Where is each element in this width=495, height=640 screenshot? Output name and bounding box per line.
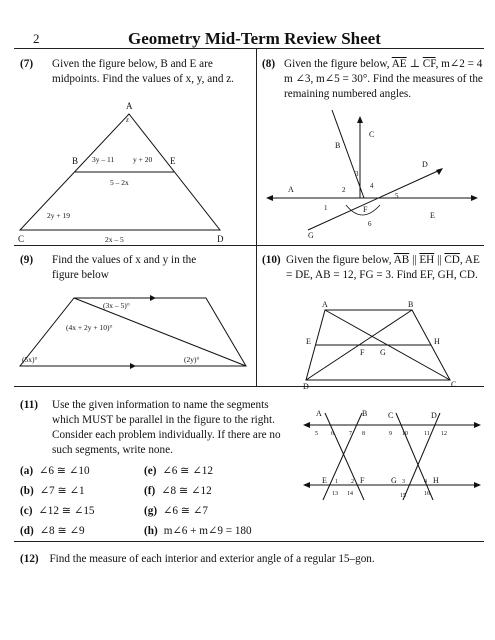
q11-fig-a: A bbox=[316, 409, 322, 418]
q9-trapezoid bbox=[20, 298, 246, 366]
q8-arrow-left bbox=[266, 195, 273, 201]
page-number: 2 bbox=[33, 31, 40, 46]
q8-label-b: B bbox=[335, 141, 341, 150]
q11-fig-d: D bbox=[431, 411, 437, 420]
q11-fig-e: E bbox=[322, 476, 327, 485]
q9-top-arrow bbox=[150, 295, 156, 301]
q11-part-c: (c) ∠12 ≅ ∠15 bbox=[20, 505, 95, 517]
question-8-number: (8) bbox=[262, 58, 276, 70]
q11-fig-3: 3 bbox=[402, 479, 405, 485]
q11-fig-2: 2 bbox=[351, 479, 354, 485]
q11-bottom-arrow-right bbox=[474, 482, 481, 488]
q7-label-d: D bbox=[217, 234, 224, 244]
q9-label-top: (3x – 5)° bbox=[103, 301, 130, 310]
q11-part-h: (h) m∠6 + m∠9 = 180 bbox=[144, 525, 252, 537]
q10-intro: Given the figure below, bbox=[286, 254, 392, 266]
q8-angle-4: 4 bbox=[370, 182, 374, 190]
q7-triangle-figure bbox=[20, 92, 250, 242]
q8-label-f: F bbox=[363, 205, 368, 214]
q8-label-a: A bbox=[288, 185, 294, 194]
q11-fig-13: 13 bbox=[332, 491, 338, 497]
q11-fig-8: 8 bbox=[362, 431, 365, 437]
question-7-number: (7) bbox=[20, 58, 34, 70]
q10-label-a: A bbox=[322, 300, 328, 309]
q11-part-a: (a) ∠6 ≅ ∠10 bbox=[20, 465, 90, 477]
question-9-text: Find the values of x and y in the figure below bbox=[52, 254, 197, 281]
q11-fig-b: B bbox=[362, 409, 368, 418]
q11-part-d: (d) ∠8 ≅ ∠9 bbox=[20, 525, 85, 537]
question-12-number: (12) bbox=[20, 553, 39, 565]
question-11-number: (11) bbox=[20, 399, 39, 411]
question-12 bbox=[20, 552, 480, 567]
q10-label-f: F bbox=[360, 348, 365, 357]
q8-angle-3: 3 bbox=[355, 170, 359, 178]
q11-transversal-2 bbox=[323, 413, 362, 500]
question-11 bbox=[20, 398, 295, 458]
q8-segment-ae: $\overline{AE}$ bbox=[391, 58, 407, 70]
q11-fig-16: 16 bbox=[424, 491, 430, 497]
divider-vertical bbox=[256, 48, 257, 386]
question-8 bbox=[262, 57, 484, 102]
q11-top-arrow-left bbox=[303, 422, 310, 428]
q8-angle-6: 6 bbox=[368, 220, 372, 228]
q10-segment-ab: $\overline{AB}$ bbox=[393, 254, 410, 266]
question-12-text: Find the measure of each interior and exterior angle of a regular 15–gon. bbox=[49, 553, 375, 565]
q9-label-left-mid: (4x + 2y + 10)° bbox=[66, 323, 113, 332]
q7-label-mid-right: y + 20 bbox=[133, 155, 153, 164]
q8-arrow-c bbox=[357, 116, 363, 123]
q8-angle-figure bbox=[262, 110, 484, 245]
page-title: Geometry Mid-Term Review Sheet bbox=[128, 29, 381, 48]
q8-segment-cf: $\overline{CF}$ bbox=[422, 58, 436, 70]
q7-label-e: E bbox=[170, 156, 176, 166]
question-11-text: Use the given information to name the segments which MUST be parallel in the figure to the right. Consider each problem individually. If there are no such segments, write none. bbox=[52, 399, 281, 456]
q8-label-c: C bbox=[369, 130, 375, 139]
question-7 bbox=[20, 57, 252, 87]
q10-comma: , bbox=[459, 254, 463, 266]
q7-label-c: C bbox=[18, 234, 25, 244]
q8-arrow-d bbox=[436, 168, 443, 175]
question-10 bbox=[262, 253, 484, 283]
q11-top-arrow-right bbox=[474, 422, 481, 428]
q9-label-bottom-left: (5x)° bbox=[22, 355, 38, 364]
q10-parallel-1: || bbox=[412, 254, 417, 266]
q8-angle-2: 2 bbox=[342, 186, 346, 194]
q7-label-mid-left: 3y – 11 bbox=[92, 155, 115, 164]
divider-top bbox=[14, 48, 484, 49]
q10-conditions: AE = DE, AB = 12, FG = 3. Find EF, GH, CD. bbox=[286, 254, 480, 281]
q8-comma: , bbox=[435, 58, 439, 70]
q11-fig-1: 1 bbox=[335, 479, 338, 485]
q11-fig-15: 15 bbox=[400, 493, 406, 499]
q11-fig-h: H bbox=[433, 476, 439, 485]
q11-fig-7: 7 bbox=[349, 431, 352, 437]
q10-label-b: B bbox=[408, 300, 414, 309]
q8-intro: Given the figure below, bbox=[284, 58, 390, 70]
q10-label-g: G bbox=[380, 348, 386, 357]
q10-label-h: H bbox=[434, 337, 440, 346]
q8-arrow-right bbox=[471, 195, 478, 201]
q9-bottom-arrow bbox=[130, 363, 136, 369]
q11-part-f: (f) ∠8 ≅ ∠12 bbox=[144, 485, 212, 497]
q11-fig-12: 12 bbox=[441, 431, 447, 437]
divider-row3 bbox=[14, 541, 484, 542]
question-10-number: (10) bbox=[262, 254, 281, 266]
q8-line-gd bbox=[308, 170, 440, 230]
question-9-number: (9) bbox=[20, 254, 34, 266]
q10-segment-eh: $\overline{EH}$ bbox=[419, 254, 435, 266]
q7-label-bottom-left: 2y + 19 bbox=[47, 211, 70, 220]
question-8-text bbox=[284, 57, 484, 102]
question-7-text: Given the figure below, B and E are midpoints. Find the values of x, y, and z. bbox=[52, 58, 234, 85]
q11-transversal-4 bbox=[403, 413, 440, 500]
divider-row1 bbox=[14, 245, 484, 246]
q11-fig-4: 4 bbox=[424, 479, 427, 485]
q10-label-d: D bbox=[303, 382, 309, 391]
q7-label-a: A bbox=[126, 101, 133, 111]
q11-parallel-lines-figure bbox=[300, 405, 485, 505]
q7-label-base: 2x – 5 bbox=[105, 235, 124, 244]
q10-trapezoid-figure bbox=[300, 298, 460, 390]
q11-fig-11: 11 bbox=[424, 431, 430, 437]
q8-angle-1: 1 bbox=[324, 204, 328, 212]
q10-label-e: E bbox=[306, 337, 311, 346]
q11-transversal-1 bbox=[325, 413, 364, 500]
question-10-text bbox=[286, 253, 484, 283]
q7-label-mid-seg: 5 – 2x bbox=[110, 178, 129, 187]
q11-fig-c: C bbox=[388, 411, 394, 420]
q8-conditions: m∠2 = 4 m ∠3, m∠5 = 30°. Find the measures of the remaining numbered angles. bbox=[284, 58, 483, 100]
q10-label-c: C bbox=[451, 380, 457, 389]
q8-perp-symbol: ⊥ bbox=[409, 58, 420, 70]
q11-fig-10: 10 bbox=[402, 431, 408, 437]
q11-fig-14: 14 bbox=[347, 491, 353, 497]
q8-label-g: G bbox=[308, 231, 314, 240]
q9-trapezoid-figure bbox=[16, 292, 252, 374]
q11-fig-6: 6 bbox=[331, 431, 334, 437]
q8-label-d: D bbox=[422, 160, 428, 169]
question-9 bbox=[20, 253, 252, 283]
q8-line-bf bbox=[332, 110, 364, 198]
q11-transversal-3 bbox=[396, 413, 433, 500]
q9-label-bottom-right: (2y)° bbox=[184, 355, 200, 364]
q7-label-z: z bbox=[126, 116, 129, 124]
q8-angle-5: 5 bbox=[395, 192, 399, 200]
q11-part-b: (b) ∠7 ≅ ∠1 bbox=[20, 485, 85, 497]
q11-fig-9: 9 bbox=[389, 431, 392, 437]
q9-diagonal bbox=[74, 298, 246, 366]
q11-fig-f: F bbox=[360, 476, 365, 485]
q11-part-e: (e) ∠6 ≅ ∠12 bbox=[144, 465, 213, 477]
q10-segment-cd: $\overline{CD}$ bbox=[444, 254, 460, 266]
q10-parallel-2: || bbox=[437, 254, 442, 266]
q11-part-g: (g) ∠6 ≅ ∠7 bbox=[144, 505, 208, 517]
q11-bottom-arrow-left bbox=[303, 482, 310, 488]
q11-fig-g: G bbox=[391, 476, 397, 485]
q11-fig-5: 5 bbox=[315, 431, 318, 437]
q8-label-e: E bbox=[430, 211, 435, 220]
q7-label-b: B bbox=[72, 156, 79, 166]
